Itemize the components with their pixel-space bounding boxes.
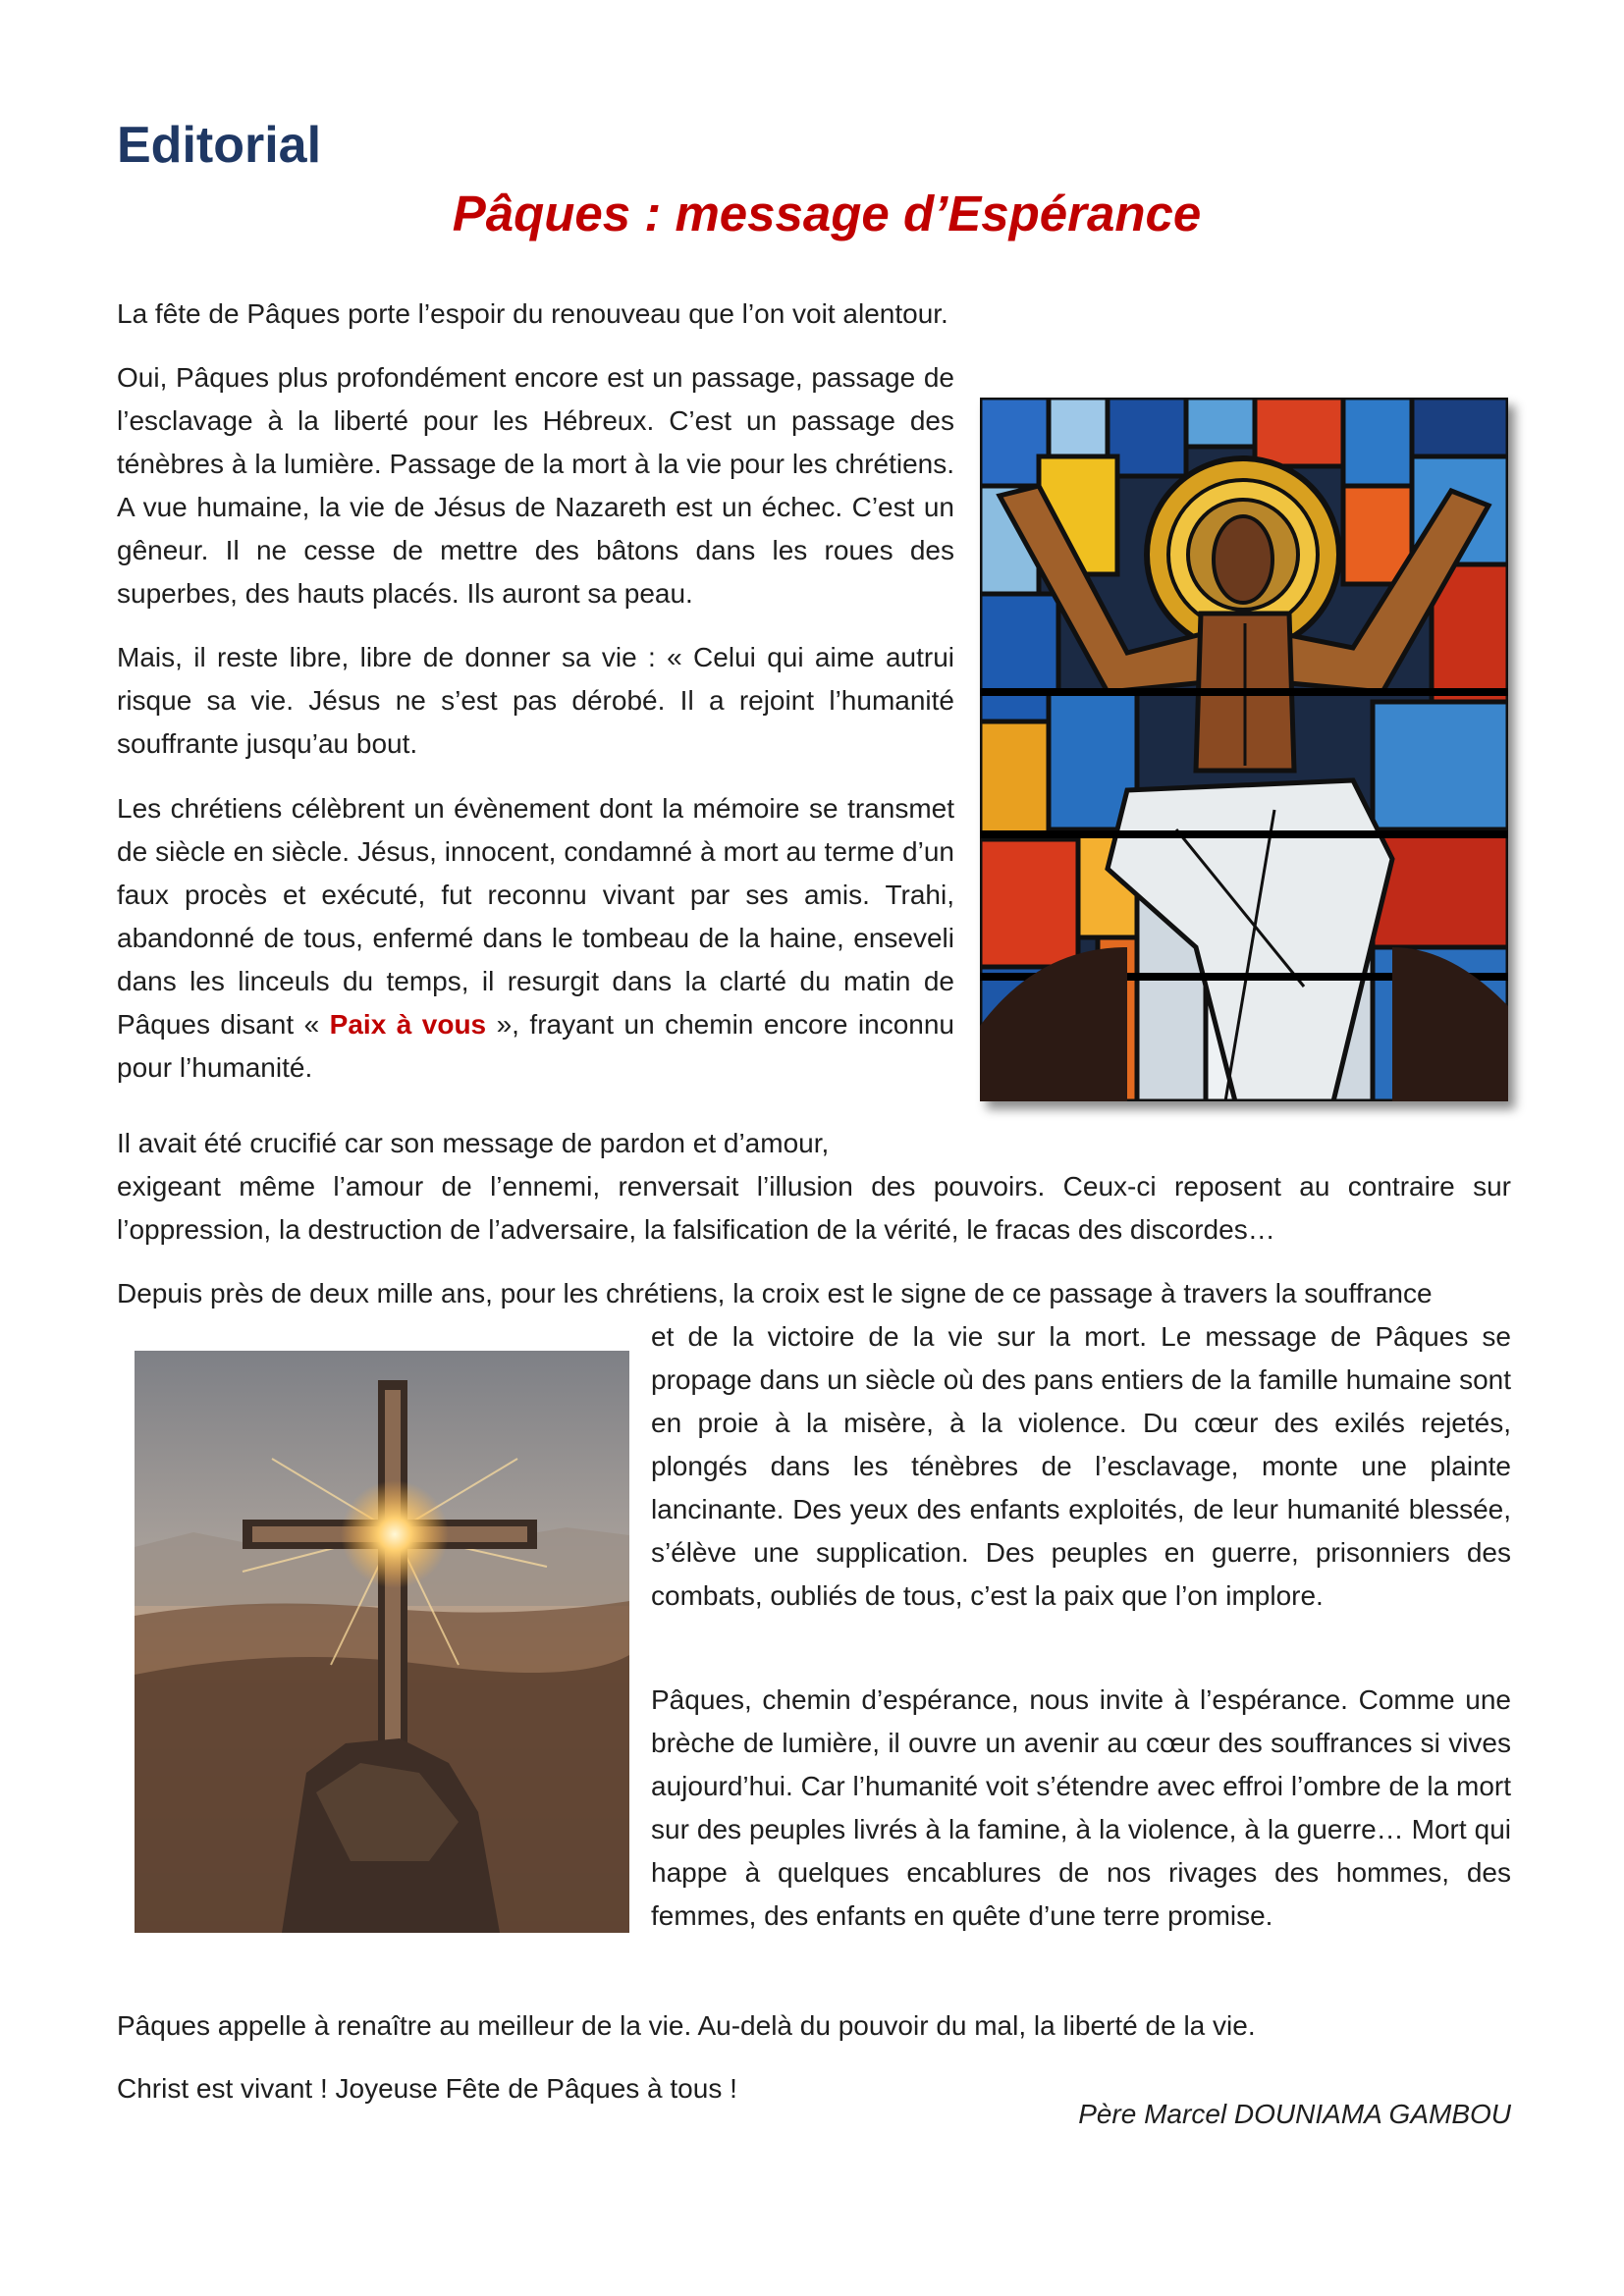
paragraph-intro: La fête de Pâques porte l’espoir du renouveau que l’on voit alentour. (117, 298, 948, 329)
paragraph-celebration-text-start: Les chrétiens célèbrent un évènement dont la mémoire se transmet de siècle en siècle. Jésus, innocent, condamné à mort au terme d’un faux procès et exécuté, fut reconnu vivant par ses amis. Trahi, abandonné de tous, enfermé dans le tombeau de la haine, enseveli dans les linceuls du temps, il resurgit dans la clarté du matin de Pâques disant « (117, 793, 954, 1040)
paragraph-crucified: exigeant même l’amour de l’ennemi, renversait l’illusion des pouvoirs. Ceux-ci reposent au contraire sur l’oppression, la destruction de l’adversaire, la falsification de la vérité, le fracas des discordes… (117, 1171, 1511, 1245)
article-title: Pâques : message d’Espérance (452, 186, 1202, 241)
paragraph-celebration (117, 787, 954, 1090)
paragraph-celebration-text-end: », frayant un chemin encore inconnu pour l’humanité. (117, 1009, 955, 1083)
peace-emphasis: Paix à vous (329, 1009, 487, 1040)
cross-sunrise-image (135, 1351, 629, 1933)
paragraph-passage: Oui, Pâques plus profondément encore est un passage, passage de l’esclavage à la liberté pour les Hébreux. C’est un passage des ténèbres à la lumière. Passage de la mort à la vie pour les chrétiens. A vue humaine, la vie de Jésus de Nazareth est un échec. C’est un gêneur. Il ne cesse de mettre des bâtons dans les roues des superbes, des hauts placés. Ils auront sa peau. (117, 362, 954, 609)
paragraph-rebirth: Pâques appelle à renaître au meilleur de la vie. Au-delà du pouvoir du mal, la liberté de la vie. (117, 2010, 1256, 2041)
paragraph-cross: et de la victoire de la vie sur la mort. Le message de Pâques se propage dans un siècle où des pans entiers de la famille humaine sont en proie à la misère, à la violence. Du cœur des exilés rejetés, plongés dans les ténèbres de l’esclavage, monte une plainte lancinante. Des yeux des enfants exploités, de leur humanité blessée, s’élève une supplication. Des peuples en guerre, prisonniers des combats, oubliés de tous, c’est la paix que l’on implore. (651, 1321, 1511, 1611)
paragraph-crucified-line1: Il avait été crucifié car son message de pardon et d’amour, (117, 1128, 830, 1158)
author-signature: Père Marcel DOUNIAMA GAMBOU (1078, 2099, 1511, 2129)
paragraph-christ-alive: Christ est vivant ! Joyeuse Fête de Pâques à tous ! (117, 2073, 737, 2104)
paragraph-cross-line1: Depuis près de deux mille ans, pour les chrétiens, la croix est le signe de ce passage à travers la souffrance (117, 1278, 1433, 1308)
paragraph-hope: Pâques, chemin d’espérance, nous invite à l’espérance. Comme une brèche de lumière, il ouvre un avenir au cœur des souffrances si vives aujourd’hui. Car l’humanité voit s’étendre avec effroi l’ombre de la mort sur des peuples livrés à la famine, à la violence, à la guerre… Mort qui happe à quelques encablures de nos rivages des hommes, des femmes, des enfants en quête d’une terre promise. (651, 1684, 1511, 1931)
paragraph-free: Mais, il reste libre, libre de donner sa vie : « Celui qui aime autrui risque sa vie. Jésus ne s’est pas dérobé. Il a rejoint l’humanité souffrante jusqu’au bout. (117, 642, 954, 759)
section-heading: Editorial (117, 117, 322, 174)
stained-glass-image (980, 398, 1508, 1101)
